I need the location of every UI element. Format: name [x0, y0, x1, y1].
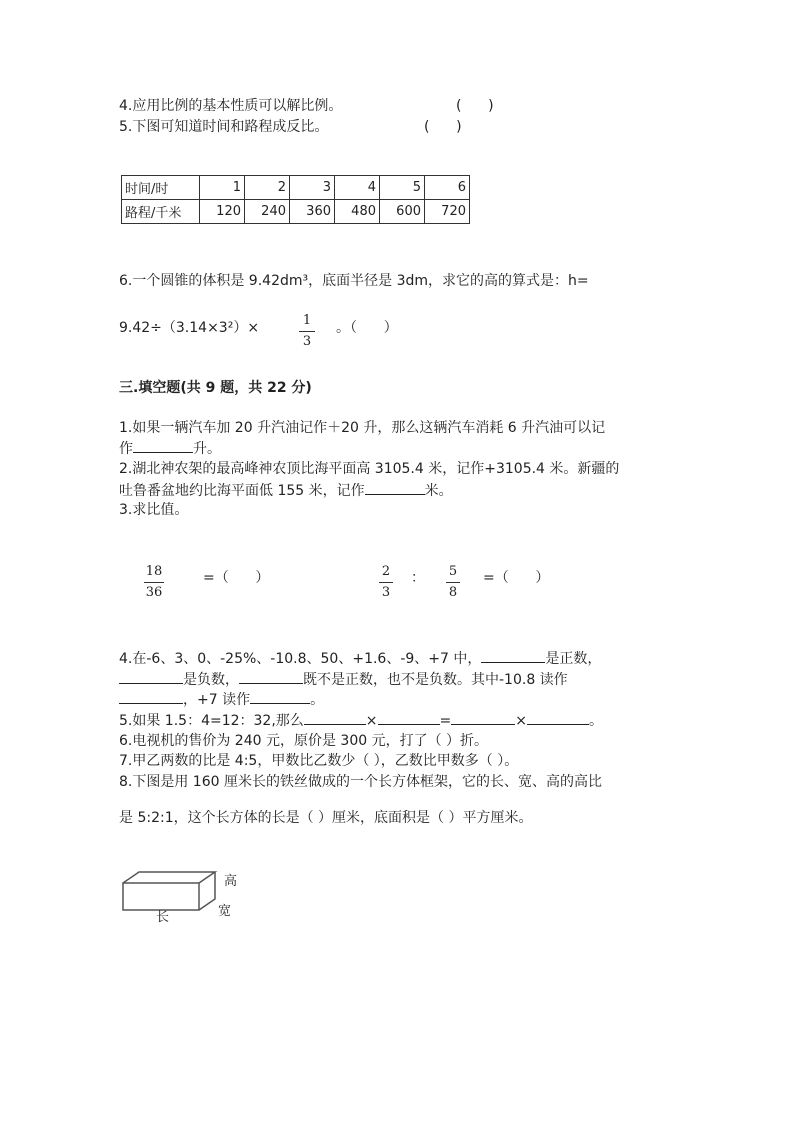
answer-blank[interactable] — [527, 710, 589, 725]
fill-q8-line1: 8.下图是用 160 厘米长的铁丝做成的一个长方体框架，它的长、宽、高的高比 — [119, 774, 602, 790]
fraction-numerator: 5 — [448, 564, 458, 579]
fill-q8-line2: 是 5:2:1，这个长方体的长是（ ）厘米，底面积是（ ）平方厘米。 — [119, 810, 533, 826]
fill-q4-line2 — [119, 669, 568, 690]
table-row — [122, 200, 470, 224]
answer-blank[interactable] — [119, 669, 183, 684]
fraction-numerator: 1 — [302, 313, 312, 328]
fill-q2-line1: 2.湖北神农架的最高峰神农顶比海平面高 3105.4 米，记作+3105.4 米。新疆的 — [119, 461, 620, 477]
ratio-answer-2[interactable]: =（ ） — [483, 570, 550, 586]
text: 升。 — [193, 441, 221, 457]
table-cell: 2 — [245, 176, 290, 200]
answer-blank[interactable] — [239, 669, 303, 684]
text: 。 — [589, 713, 603, 729]
table-cell: 4 — [335, 176, 380, 200]
text: 5.如果 1.5：4=12：32,那么 — [119, 713, 304, 729]
fill-q1-line1: 1.如果一辆汽车加 20 升汽油记作＋20 升，那么这辆汽车消耗 6 升汽油可以记 — [119, 420, 606, 436]
table-cell: 480 — [335, 200, 380, 224]
text: 4.在-6、3、0、-25%、-10.8、50、+1.6、-9、+7 中， — [119, 651, 482, 667]
text: 是正数， — [545, 651, 602, 667]
text: 吐鲁番盆地约比海平面低 155 米，记作 — [119, 483, 365, 499]
answer-blank[interactable] — [304, 710, 366, 725]
table-row — [122, 176, 470, 200]
table-cell: 600 — [380, 200, 425, 224]
judge-q5-answer[interactable]: ( ) — [424, 119, 462, 135]
fraction-denominator: 3 — [302, 334, 312, 349]
fill-q4-line1 — [119, 648, 601, 669]
fraction-numerator: 18 — [145, 564, 163, 579]
answer-blank[interactable] — [451, 710, 515, 725]
table-cell: 3 — [290, 176, 335, 200]
text: 既不是正数，也不是负数。其中-10.8 读作 — [303, 672, 568, 688]
judge-q6-line1: 6.一个圆锥的体积是 9.42dm³，底面半径是 3dm，求它的高的算式是：h= — [119, 273, 589, 289]
answer-blank[interactable] — [133, 438, 193, 453]
label-width: 宽 — [218, 904, 232, 919]
table-cell: 6 — [425, 176, 470, 200]
answer-blank[interactable] — [365, 480, 425, 495]
text: 是负数， — [183, 672, 239, 688]
fill-q1-line2 — [119, 438, 221, 459]
fraction-denominator: 3 — [381, 585, 391, 600]
text: × — [515, 713, 527, 729]
ratio-colon: ： — [411, 570, 425, 586]
fill-q2-line2 — [119, 480, 453, 501]
table-cell: 1 — [200, 176, 245, 200]
fill-q6: 6.电视机的售价为 240 元，原价是 300 元，打了（ ）折。 — [119, 733, 489, 749]
judge-q4-answer[interactable]: ( ) — [456, 98, 494, 114]
fraction-bar — [379, 582, 393, 583]
table-cell: 120 — [200, 200, 245, 224]
table-cell: 720 — [425, 200, 470, 224]
fraction-denominator: 8 — [448, 585, 458, 600]
label-length: 长 — [156, 910, 170, 925]
fill-q5 — [119, 710, 603, 731]
fraction-5-8 — [446, 564, 460, 601]
judge-q4: 4.应用比例的基本性质可以解比例。 — [119, 98, 343, 114]
time-distance-table — [121, 175, 470, 224]
fraction-numerator: 2 — [381, 564, 391, 579]
fraction-bar — [299, 331, 315, 332]
table-cell: 5 — [380, 176, 425, 200]
judge-q6-line2: 9.42÷（3.14×3²）× — [119, 320, 260, 336]
fill-q4-line3 — [119, 689, 324, 710]
fraction-2-3 — [379, 564, 393, 601]
table-header-distance: 路程/千米 — [122, 200, 200, 224]
text: = — [439, 713, 452, 729]
cuboid-figure — [118, 866, 248, 930]
fraction-denominator: 36 — [145, 585, 163, 600]
fill-q7: 7.甲乙两数的比是 4:5，甲数比乙数少（ ），乙数比甲数多（ ）。 — [119, 753, 519, 769]
judge-q6-answer[interactable]: 。（ ） — [336, 320, 398, 336]
ratio-answer-1[interactable]: =（ ） — [203, 570, 270, 586]
fraction-one-third — [299, 313, 315, 350]
label-height: 高 — [224, 874, 238, 889]
text: × — [365, 713, 378, 729]
table-cell: 360 — [290, 200, 335, 224]
section-heading: 三.填空题(共 9 题，共 22 分) — [119, 380, 312, 396]
text: 作 — [119, 441, 133, 457]
fill-q3: 3.求比值。 — [119, 502, 189, 518]
answer-blank[interactable] — [481, 648, 545, 663]
fraction-bar — [446, 582, 460, 583]
answer-blank[interactable] — [378, 710, 440, 725]
table-cell: 240 — [245, 200, 290, 224]
fraction-18-36 — [144, 564, 164, 601]
text: ，+7 读作 — [183, 692, 251, 708]
table-header-time: 时间/时 — [122, 176, 200, 200]
fraction-bar — [144, 582, 164, 583]
answer-blank[interactable] — [250, 689, 310, 704]
text: 米。 — [424, 483, 453, 499]
judge-q5: 5.下图可知道时间和路程成反比。 — [119, 119, 329, 135]
text: 。 — [310, 692, 325, 708]
answer-blank[interactable] — [119, 689, 183, 704]
